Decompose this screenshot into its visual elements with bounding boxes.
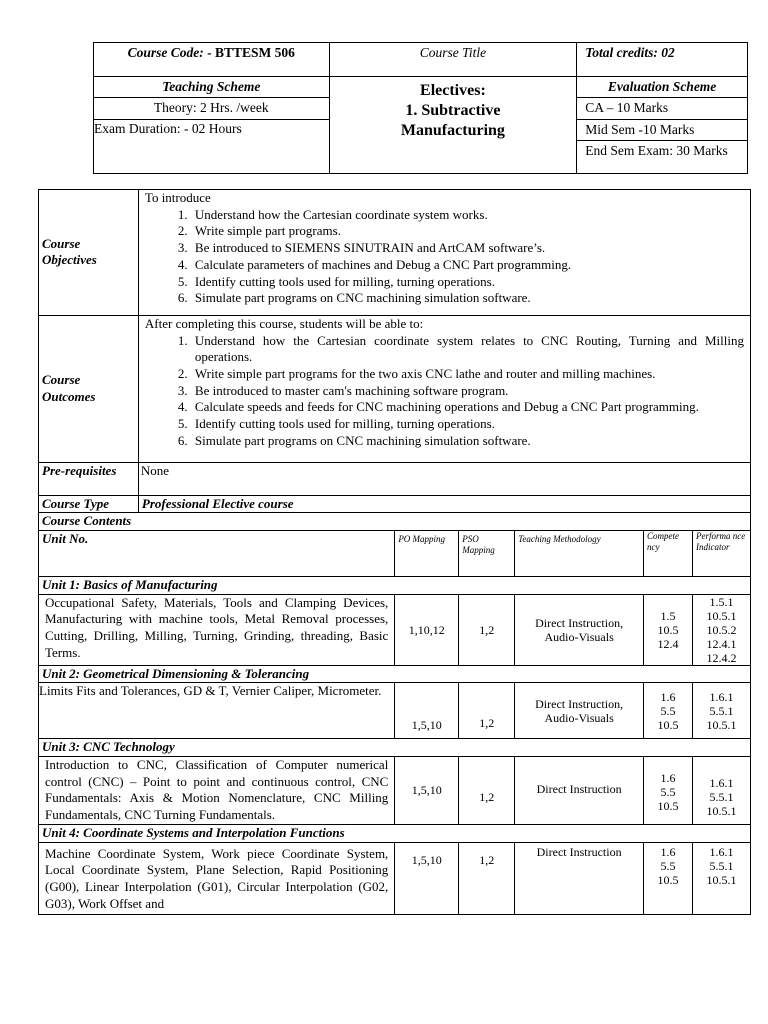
objectives-label: Course Objectives: [39, 190, 139, 316]
unit-4-pso: 1,2: [459, 842, 515, 915]
col-competency: Compete ncy: [644, 530, 693, 576]
unit-row: [39, 683, 751, 739]
total-credits: Total credits: 02: [577, 43, 748, 77]
unit-row: [39, 842, 751, 915]
course-title-cell: [329, 77, 577, 174]
unit-3-po: 1,5,10: [395, 757, 459, 825]
prerequisites-value: None: [138, 462, 750, 495]
unit-1-indicator: 1.5.1 10.5.1 10.5.2 12.4.1 12.4.2: [693, 594, 751, 665]
course-title-label: Course Title: [329, 43, 577, 77]
col-po-mapping: PO Mapping: [395, 530, 459, 576]
objectives-row: [39, 190, 751, 316]
objectives-intro: To introduce: [144, 190, 211, 205]
unit-4-po: 1,5,10: [395, 842, 459, 915]
course-code-value: - BTTESM 506: [207, 45, 295, 60]
unit-3-pso: 1,2: [459, 757, 515, 825]
theory-hours: Theory: 2 Hrs. /week: [94, 98, 330, 120]
outcomes-cell: [138, 315, 750, 462]
unit-2-title: Unit 2: Geometrical Dimensioning & Tolerancing: [39, 665, 751, 683]
title-line-2: 1. Subtractive: [405, 102, 501, 119]
unit-1-pso: 1,2: [459, 594, 515, 665]
outcome-item: 3. Be introduced to master cam's machining software program.: [191, 383, 744, 400]
unit-1-po: 1,10,12: [395, 594, 459, 665]
col-pso-mapping: PSO Mapping: [459, 530, 515, 576]
unit-2-content: Limits Fits and Tolerances, GD & T, Vernier Caliper, Micrometer.: [39, 683, 395, 739]
course-type-label: Course Type: [39, 495, 139, 513]
unit-4-content: Machine Coordinate System, Work piece Coordinate System, Local Coordinate System, Plane Selection, Rapid Positioning (G00), Linear Interpolation (G01), Circular Interpolation (G02, G03), Work Offset and: [39, 842, 395, 915]
course-code-label: Course Code:: [127, 45, 208, 60]
prerequisites-row: [39, 462, 751, 495]
title-line-1: Electives:: [420, 82, 486, 99]
course-contents-row: [39, 513, 751, 531]
unit-2-method: Direct Instruction, Audio-Visuals: [515, 683, 644, 739]
unit-4-indicator: 1.6.1 5.5.1 10.5.1: [693, 842, 751, 915]
mid-sem-marks: Mid Sem -10 Marks: [577, 120, 748, 141]
col-performance-indicator: Performa nce Indicator: [693, 530, 751, 576]
course-details-table: [38, 189, 751, 915]
outcome-item: 1. Understand how the Cartesian coordinate system relates to CNC Routing, Turning and Milling operations.: [191, 333, 744, 366]
unit-3-competency: 1.6 5.5 10.5: [644, 757, 693, 825]
unit-title-row: [39, 576, 751, 594]
outcomes-intro: After completing this course, students will be able to:: [144, 315, 424, 331]
unit-1-competency: 1.5 10.5 12.4: [644, 594, 693, 665]
exam-duration: Exam Duration: - 02 Hours: [94, 120, 330, 174]
objective-item: 3. Be introduced to SIEMENS SINUTRAIN and ArtCAM software’s.: [191, 240, 744, 257]
unit-3-method: Direct Instruction: [515, 757, 644, 825]
unit-4-competency: 1.6 5.5 10.5: [644, 842, 693, 915]
unit-row: [39, 594, 751, 665]
ca-marks: CA – 10 Marks: [577, 98, 748, 120]
unit-4-title: Unit 4: Coordinate Systems and Interpolation Functions: [39, 824, 751, 842]
unit-1-method: Direct Instruction, Audio-Visuals: [515, 594, 644, 665]
course-header-table: [93, 42, 748, 174]
objective-item: 2. Write simple part programs.: [191, 223, 744, 240]
title-line-3: Manufacturing: [400, 122, 505, 139]
column-header-row: [39, 530, 751, 576]
col-teaching-methodology: Teaching Methodology: [515, 530, 644, 576]
outcome-item: 2. Write simple part programs for the two axis CNC lathe and router and milling machines.: [191, 366, 744, 383]
unit-2-indicator: 1.6.1 5.5.1 10.5.1: [693, 683, 751, 739]
objective-item: 6. Simulate part programs on CNC machining simulation software.: [191, 290, 744, 307]
evaluation-scheme-label: Evaluation Scheme: [577, 77, 748, 98]
unit-1-content: Occupational Safety, Materials, Tools and Clamping Devices, Manufacturing with machine tools, Metal Removal processes, Cutting, Drilling, Milling, Turning, Grinding, threading, Basic Terms.: [39, 594, 395, 665]
unit-1-title: Unit 1: Basics of Manufacturing: [39, 576, 751, 594]
unit-2-competency: 1.6 5.5 10.5: [644, 683, 693, 739]
course-type-value: Professional Elective course: [138, 495, 750, 513]
course-type-row: [39, 495, 751, 513]
course-code-cell: [94, 43, 330, 77]
unit-3-title: Unit 3: CNC Technology: [39, 739, 751, 757]
outcomes-list: [145, 333, 744, 450]
unit-2-pso: 1,2: [459, 683, 515, 739]
objective-item: 1. Understand how the Cartesian coordinate system works.: [191, 207, 744, 224]
unit-title-row: [39, 824, 751, 842]
course-contents-label: Course Contents: [39, 513, 751, 531]
unit-3-content: Introduction to CNC, Classification of Computer numerical control (CNC) – Point to point and continuous control, CNC Fundamentals: Axis & Motion Nomenclature, CNC Milling Fundamentals, CNC Turning Fundamentals.: [39, 757, 395, 825]
outcomes-label: Course Outcomes: [39, 315, 139, 462]
unit-4-method: Direct Instruction: [515, 842, 644, 915]
outcome-item: 5. Identify cutting tools used for milling, turning operations.: [191, 416, 744, 433]
objective-item: 4. Calculate parameters of machines and Debug a CNC Part programming.: [191, 257, 744, 274]
objective-item: 5. Identify cutting tools used for milling, turning operations.: [191, 274, 744, 291]
teaching-scheme-label: Teaching Scheme: [94, 77, 330, 98]
col-unit-no: Unit No.: [39, 530, 395, 576]
prerequisites-label: Pre-requisites: [39, 462, 139, 495]
end-sem-marks: End Sem Exam: 30 Marks: [577, 141, 748, 174]
outcome-item: 4. Calculate speeds and feeds for CNC machining operations and Debug a CNC Part programming.: [191, 399, 744, 416]
unit-3-indicator: 1.6.1 5.5.1 10.5.1: [693, 757, 751, 825]
outcomes-row: [39, 315, 751, 462]
unit-title-row: [39, 665, 751, 683]
objectives-list: [145, 207, 744, 307]
outcome-item: 6. Simulate part programs on CNC machining simulation software.: [191, 433, 744, 450]
objectives-cell: [138, 190, 750, 316]
unit-2-po: 1,5,10: [395, 683, 459, 739]
unit-row: [39, 757, 751, 825]
unit-title-row: [39, 739, 751, 757]
